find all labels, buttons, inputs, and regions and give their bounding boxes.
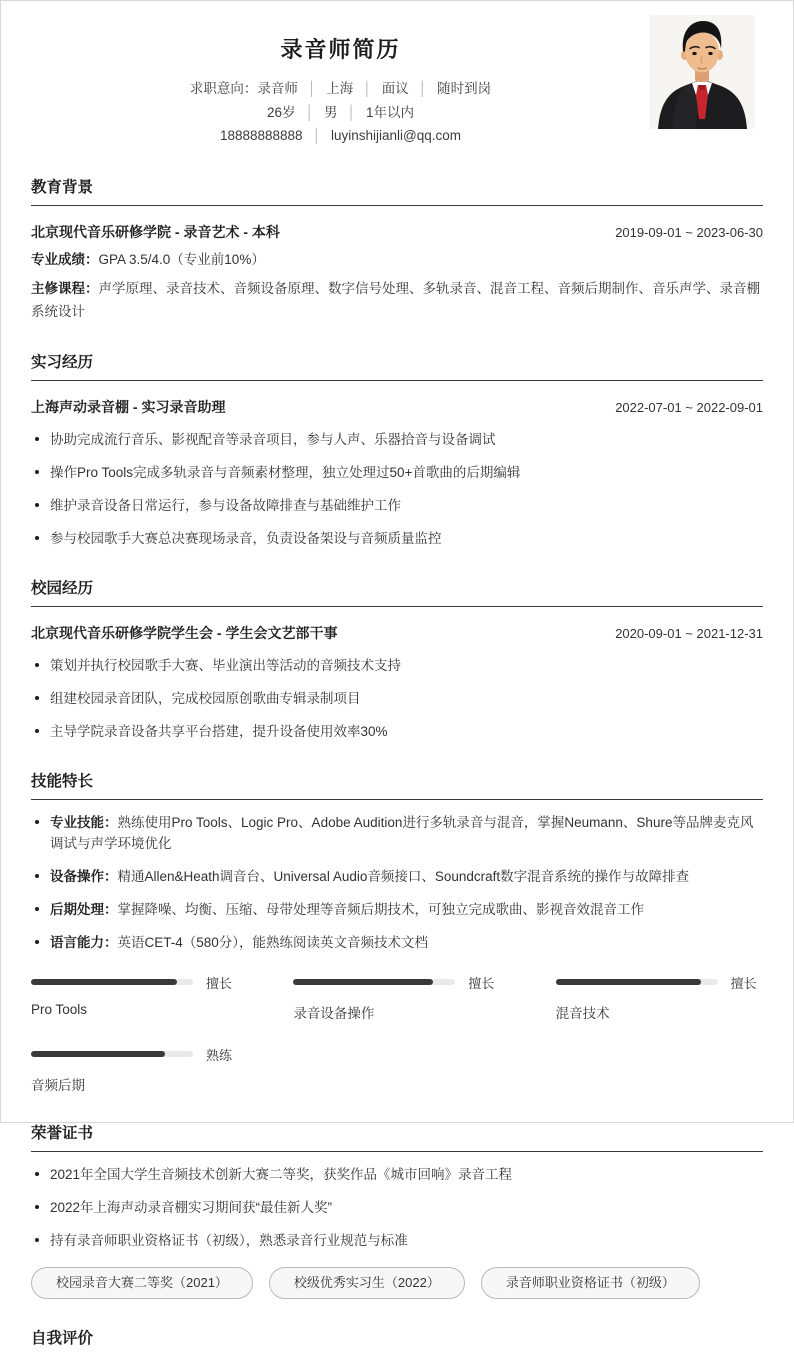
skill-bar-equipment <box>293 973 500 1022</box>
gender: 男 <box>324 104 338 120</box>
internship-date-range: 2022-07-01 ~ 2022-09-01 <box>615 399 763 415</box>
school-name: 北京现代音乐研修学院 - 录音艺术 - 本科 <box>31 223 280 240</box>
section-heading-campus: 校园经历 <box>31 576 763 607</box>
skill-bar-postproduction <box>31 1045 238 1094</box>
company-and-role: 上海声动录音棚 - 实习录音助理 <box>31 398 226 415</box>
skill-name: 音频后期 <box>31 1077 85 1093</box>
courses-value: 声学原理、录音技术、音频设备原理、数字信号处理、多轨录音、混音工程、音频后期制作、音乐声学、录音棚系统设计 <box>31 280 760 319</box>
honor-badge: 校园录音大赛二等奖（2021） <box>31 1267 253 1299</box>
availability: 随时到岗 <box>437 81 492 96</box>
list-item <box>31 866 763 887</box>
skill-text: 英语CET-4（580分），能熟练阅读英文音频技术文档 <box>117 934 429 950</box>
list-item: 2022年上海声动录音棚实习期间获“最佳新人奖” <box>31 1197 763 1218</box>
header-main <box>31 25 650 148</box>
list-item: 持有录音师职业资格证书（初级），熟悉录音行业规范与标准 <box>31 1230 763 1251</box>
honor-badge: 录音师职业资格证书（初级） <box>481 1267 700 1299</box>
courses-label: 主修课程： <box>31 280 99 296</box>
separator: │ <box>363 81 372 96</box>
avatar-illustration <box>650 15 755 129</box>
skill-label: 语言能力： <box>50 934 118 950</box>
organization-and-role: 北京现代音乐研修学院学生会 - 学生会文艺部干事 <box>31 624 338 641</box>
skill-bar-track <box>31 1051 193 1057</box>
list-item: 参与校园歌手大赛总决赛现场录音，负责设备架设与音频质量监控 <box>31 528 763 549</box>
page-title: 录音师简历 <box>280 37 401 62</box>
section-heading-skills: 技能特长 <box>31 769 763 800</box>
honor-badge-row <box>31 1267 763 1299</box>
campus-entry <box>31 623 763 643</box>
skill-bar-track <box>293 979 455 985</box>
separator: │ <box>312 128 321 143</box>
section-education <box>31 175 763 323</box>
skill-label: 后期处理： <box>50 901 118 917</box>
age: 26岁 <box>267 104 296 120</box>
list-item <box>31 899 763 920</box>
skill-bar-track <box>556 979 718 985</box>
skill-level-label: 擅长 <box>206 975 233 991</box>
section-heading-internship: 实习经历 <box>31 350 763 381</box>
gpa-value: GPA 3.5/4.0（专业前10%） <box>98 251 265 267</box>
list-item: 协助完成流行音乐、影视配音等录音项目，参与人声、乐器拾音与设备调试 <box>31 429 763 450</box>
experience-years: 1年以内 <box>365 104 414 120</box>
education-date-range: 2019-09-01 ~ 2023-06-30 <box>615 224 763 240</box>
contact-line <box>31 124 650 148</box>
city: 上海 <box>326 81 354 96</box>
internship-bullet-list <box>31 429 763 549</box>
campus-date-range: 2020-09-01 ~ 2021-12-31 <box>615 625 763 641</box>
separator: │ <box>305 104 314 120</box>
skill-text: 精通Allen&Heath调音台、Universal Audio音频接口、Soundcraft数字混音系统的操作与故障排查 <box>117 868 690 884</box>
section-heading-self-evaluation: 自我评价 <box>31 1329 94 1347</box>
section-honors <box>31 1121 763 1299</box>
skill-bar-fill <box>556 979 702 985</box>
separator: │ <box>347 104 356 120</box>
section-internship <box>31 350 763 549</box>
courses-line <box>31 277 763 323</box>
skill-bar-fill <box>31 1051 165 1057</box>
internship-entry <box>31 397 763 417</box>
skill-label: 专业技能： <box>50 814 118 830</box>
separator: │ <box>307 81 317 96</box>
skill-text: 掌握降噪、均衡、压缩、母带处理等音频后期技术，可独立完成歌曲、影视音效混音工作 <box>117 901 644 917</box>
list-item: 操作Pro Tools完成多轨录音与音频素材整理，独立处理过50+首歌曲的后期编辑 <box>31 462 763 483</box>
section-self-evaluation <box>31 1326 763 1356</box>
skill-name: 录音设备操作 <box>293 1005 375 1021</box>
honor-badge: 校级优秀实习生（2022） <box>269 1267 465 1299</box>
skill-text: 熟练使用Pro Tools、Logic Pro、Adobe Audition进行多轨录音与混音，掌握Neumann、Shure等品牌麦克风调试与声学环境优化 <box>50 814 754 851</box>
honors-bullet-list <box>31 1164 763 1251</box>
skill-label: 设备操作： <box>50 868 118 884</box>
list-item <box>31 932 763 953</box>
gpa-label: 专业成绩： <box>31 251 99 267</box>
list-item: 2021年全国大学生音频技术创新大赛二等奖，获奖作品《城市回响》录音工程 <box>31 1164 763 1185</box>
list-item <box>31 812 763 854</box>
education-entry <box>31 222 763 242</box>
skill-bar-fill <box>31 979 177 985</box>
skill-bar-grid <box>31 973 763 1094</box>
profile-photo <box>650 15 755 129</box>
gpa-line <box>31 248 763 271</box>
section-heading-honors: 荣誉证书 <box>31 1121 763 1152</box>
skill-bar-mixing <box>556 973 763 1022</box>
phone-number: 18888888888 <box>219 128 303 143</box>
skill-bar-protools <box>31 973 238 1022</box>
separator: │ <box>418 81 428 96</box>
section-campus <box>31 576 763 742</box>
job-intent-line <box>31 77 650 101</box>
section-heading-education: 教育背景 <box>31 175 763 206</box>
skill-bar-fill <box>293 979 432 985</box>
personal-info-line <box>31 101 650 125</box>
job-intent: 求职意向：录音师 <box>189 81 298 96</box>
email-address: luyinshijianli@qq.com <box>331 128 462 143</box>
skill-level-label: 擅长 <box>730 975 757 991</box>
resume-header <box>31 1 763 148</box>
list-item: 维护录音设备日常运行，参与设备故障排查与基础维护工作 <box>31 495 763 516</box>
list-item: 主导学院录音设备共享平台搭建，提升设备使用效率30% <box>31 721 763 742</box>
skill-bar-track <box>31 979 193 985</box>
list-item: 策划并执行校园歌手大赛、毕业演出等活动的音频技术支持 <box>31 655 763 676</box>
skill-name: 混音技术 <box>555 1005 610 1021</box>
skills-bullet-list <box>31 812 763 953</box>
skill-name: Pro Tools <box>31 1001 88 1017</box>
skill-level-label: 熟练 <box>206 1047 233 1063</box>
list-item: 组建校园录音团队，完成校园原创歌曲专辑录制项目 <box>31 688 763 709</box>
campus-bullet-list <box>31 655 763 742</box>
salary: 面议 <box>381 81 409 96</box>
skill-level-label: 擅长 <box>468 975 495 991</box>
section-skills <box>31 769 763 1094</box>
